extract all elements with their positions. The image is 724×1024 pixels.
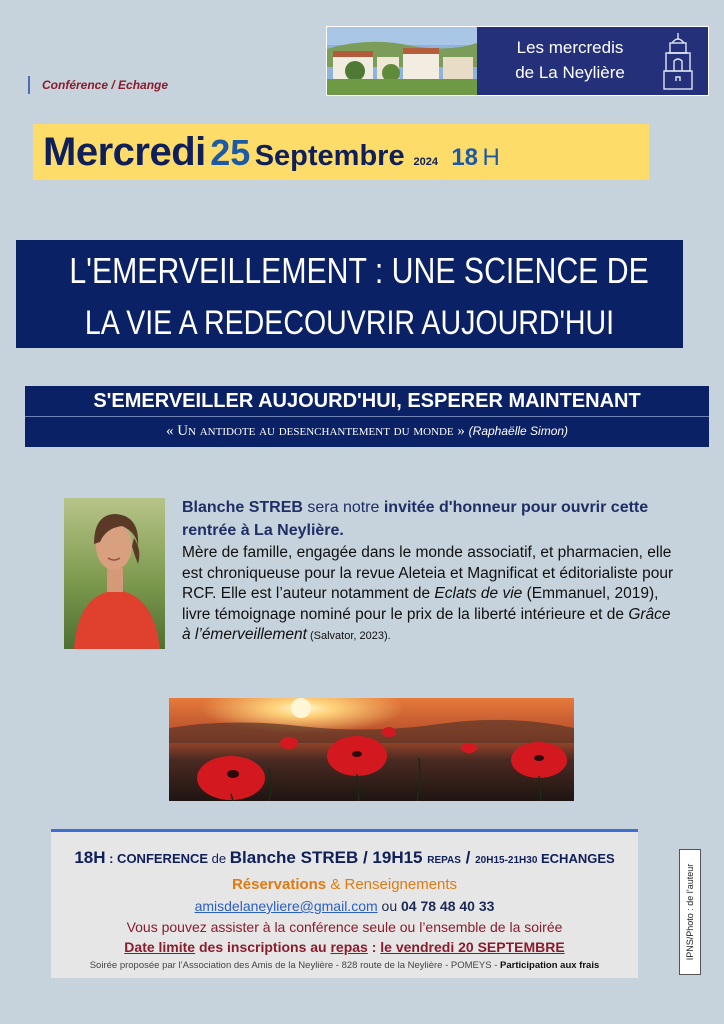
series-line2: de La Neylière xyxy=(515,63,625,82)
main-title-line2 xyxy=(16,296,683,348)
deadline-meal: repas xyxy=(330,939,368,955)
conference-label: : CONFERENCE xyxy=(105,851,212,866)
separator: / xyxy=(460,848,476,867)
date-day: 25 xyxy=(210,132,251,173)
deadline-line xyxy=(51,939,638,955)
photo-credit-text: IPNS/Photo : de l’auteur xyxy=(685,863,695,961)
quote-author: (Raphaëlle Simon) xyxy=(468,424,569,438)
email-link[interactable]: amisdelaneyliere@gmail.com xyxy=(194,898,378,914)
bio-head-mid: sera notre xyxy=(302,499,384,516)
contact-or: ou xyxy=(377,898,401,914)
date-bar xyxy=(33,124,649,180)
bio-headline xyxy=(182,496,682,542)
reservations-label: Réservations xyxy=(231,876,327,893)
date-hour: 18 xyxy=(451,144,479,171)
book-title-2: Grâce à l’émerveillement xyxy=(182,605,671,643)
header-banner xyxy=(326,26,709,96)
date-month: Septembre xyxy=(254,140,405,172)
organizer-text: Soirée proposée par l’Association des Amis de la Neylière - 828 route de la Neylière - POMEYS - xyxy=(89,960,500,971)
subtitle-bar xyxy=(25,386,709,416)
conference-time: 18H xyxy=(74,848,106,867)
bio-text-2: (Emmanuel, 2019), livre témoignage nominé pour le prix de la liberté intérieure et de xyxy=(182,585,659,623)
speaker-name: Blanche STREB xyxy=(182,499,303,516)
bell-tower-icon xyxy=(656,31,700,91)
program-line xyxy=(51,848,638,868)
title-keyword: L'EMERVEILLEMENT xyxy=(69,250,367,291)
phone-number: 04 78 48 40 33 xyxy=(401,898,495,914)
book-title-1: Eclats de vie xyxy=(434,585,523,602)
bio-text-1: Mère de famille, engagée dans le monde associatif, et pharmacien, elle est chroniqueuse pour la revue Aleteia et Magnificat et éditorialiste pour RCF. Elle est l’auteur notamment de xyxy=(182,544,674,602)
main-title-line1 xyxy=(16,240,683,296)
quote-bar xyxy=(25,416,709,447)
organizer-line xyxy=(51,960,638,971)
deadline-date: le vendredi 20 SEPTEMBRE xyxy=(380,939,565,955)
program-box xyxy=(51,829,638,978)
conference-de: de xyxy=(211,851,230,866)
chateau-photo xyxy=(327,27,477,95)
deadline-text: des inscriptions au xyxy=(195,939,331,955)
date-weekday: Mercredi xyxy=(43,130,206,174)
conference-speaker: Blanche STREB xyxy=(229,848,359,867)
deadline-colon: : xyxy=(367,939,381,955)
subtitle-text: S'EMERVEILLER AUJOURD'HUI, ESPERER MAINTENANT xyxy=(93,390,641,412)
bio-body xyxy=(182,543,682,647)
reservations-heading xyxy=(51,876,638,893)
speaker-bio xyxy=(182,496,682,647)
series-title xyxy=(495,35,645,85)
date-year: 2024 xyxy=(413,156,438,168)
date-hour-unit: H xyxy=(482,144,500,171)
bio-head-end: invitée d'honneur pour ouvrir cette rentrée à La Neylière. xyxy=(182,499,649,539)
speaker-portrait xyxy=(64,498,165,649)
poppies-sunset-photo xyxy=(169,698,574,801)
dinner-time: / 19H15 xyxy=(358,848,428,867)
event-category: Conférence / Echange xyxy=(28,76,168,94)
title-line2-text: LA VIE A REDECOUVRIR AUJOURD'HUI xyxy=(84,304,615,342)
photo-credit xyxy=(679,849,701,975)
info-label: & Renseignements xyxy=(326,876,458,893)
exchange-label: ECHANGES xyxy=(537,851,615,866)
fees-note: Participation aux frais xyxy=(500,960,600,971)
dinner-label: REPAS xyxy=(427,855,461,866)
contact-line xyxy=(51,898,638,914)
attendance-note: Vous pouvez assister à la conférence seule ou l’ensemble de la soirée xyxy=(126,919,563,935)
deadline-label: Date limite xyxy=(124,939,196,955)
exchange-time: 20H15-21H30 xyxy=(475,855,538,866)
book2-publisher: (Salvator, 2023). xyxy=(306,630,391,642)
title-line1-rest: : UNE SCIENCE DE xyxy=(366,250,649,291)
series-line1: Les mercredis xyxy=(516,38,624,57)
quote-text: « Un antidote au desenchantement du monde » xyxy=(165,423,465,439)
